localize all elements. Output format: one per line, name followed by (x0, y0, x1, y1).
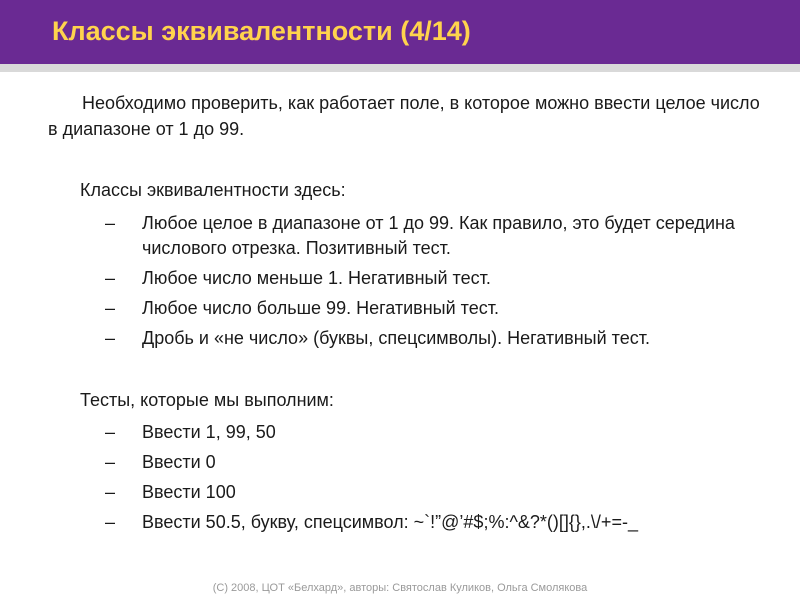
dash-bullet: – (104, 452, 115, 472)
list-item (80, 266, 770, 291)
intro-paragraph: Необходимо проверить, как работает поле, в которое можно ввести целое число в диапазоне от 1 до 99. (48, 93, 760, 139)
slide-title: Классы эквивалентности (4/14) (52, 16, 471, 46)
list-item-text: Ввести 100 (142, 482, 236, 502)
list-item-text: Ввести 1, 99, 50 (142, 422, 276, 442)
list-item-text: Ввести 0 (142, 452, 216, 472)
tests-list (80, 420, 770, 540)
list-item-text: Любое целое в диапазоне от 1 до 99. Как правило, это будет середина числового отрезка. Позитивный тест. (142, 213, 735, 258)
list-item-text: Любое число больше 99. Негативный тест. (142, 298, 499, 318)
list-item-text: Дробь и «не число» (буквы, спецсимволы). Негативный тест. (142, 328, 650, 348)
list-item (80, 211, 770, 261)
dash-bullet: – (104, 422, 115, 442)
title-bar-underline (0, 64, 800, 72)
dash-bullet: – (104, 298, 115, 318)
list-item (80, 480, 770, 505)
tests-heading: Тесты, которые мы выполним: (80, 390, 334, 410)
list-item (80, 326, 770, 351)
copyright-footer: (C) 2008, ЦОТ «Белхард», авторы: Святослав Куликов, Ольга Смолякова (212, 582, 588, 594)
dash-bullet: – (104, 482, 115, 502)
list-item (80, 510, 770, 535)
dash-bullet: – (104, 213, 115, 233)
list-item (80, 420, 770, 445)
list-item-text: Любое число меньше 1. Негативный тест. (142, 268, 491, 288)
classes-list (80, 211, 770, 356)
dash-bullet: – (104, 512, 115, 532)
classes-heading: Классы эквивалентности здесь: (80, 180, 346, 200)
dash-bullet: – (104, 328, 115, 348)
list-item (80, 296, 770, 321)
list-item-text: Ввести 50.5, букву, спецсимвол: ~`!”@’#$;%:^&?*()[]{},.\/+=-_ (142, 512, 638, 532)
dash-bullet: – (104, 268, 115, 288)
list-item (80, 450, 770, 475)
